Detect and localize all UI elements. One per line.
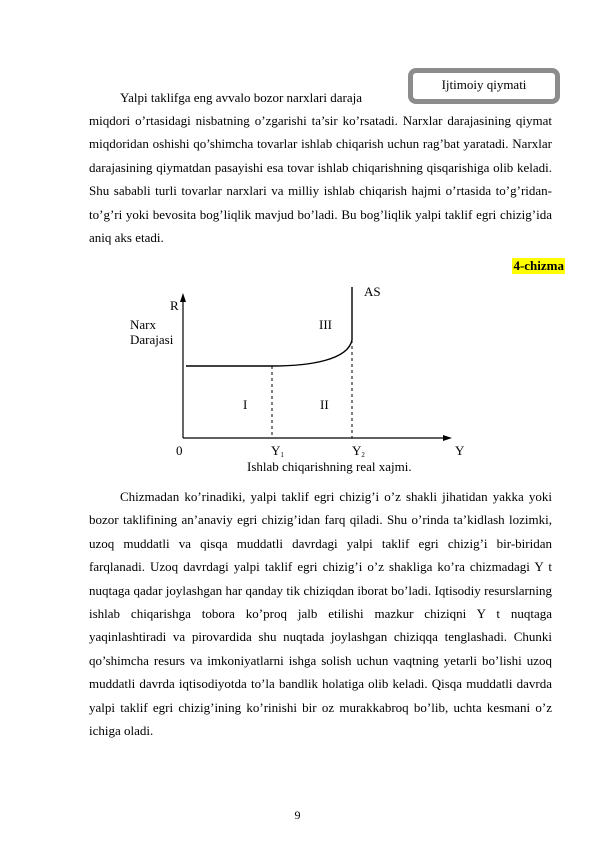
figure-tag: 4-chizma bbox=[513, 258, 564, 273]
x-axis-caption: Ishlab chiqarishning real xajmi. bbox=[247, 459, 412, 474]
x-axis-arrow bbox=[443, 435, 452, 441]
paragraph-2-text: Chizmadan ko’rinadiki, yalpi taklif egri chizig’i o’z shakli jihatidan yakka yoki bozor taklifining an’anaviy egri chizig’idan farq qiladi. Shu o’rinda ta’kidlash lozimki, uzoq muddatli va qisqa muddatli davrdagi yalpi taklif egri chizig’i bir-biridan farqlanadi. Uzoq davrdagi yalpi taklif egri chizig’i o’z shakliga ko’ra chizmadagi Y t nuqtaga qadar joylashgan har qanday tik chiziqdan iborat bo’ladi. Iqtisodiy resurslarning ishlab chiqarishga tobora ko’proq jalb etilishi mazkur chiziqni Y t nuqtaga yaqinlashtiradi va pirovardida shu nuqtada joylashgan chiziqqa tenglashadi. Chunki qo’shimcha resurs va imkoniyatlarni ishga solish uchun vaqtning yetarli bo’lishi uzoq muddatli davrda iqtisodiyotda to’la bandlik holatiga olib keladi. Qisqa muddatli davrda yalpi taklif egri chizig’ining ko’rinishi bir oz murakkabroq bo’lib, uchta kesmani o’z ichiga oladi. bbox=[89, 489, 552, 739]
y1-tick-label: $Y_1$ bbox=[271, 443, 284, 459]
y-axis-letter: R bbox=[170, 298, 179, 313]
paragraph-1-body: miqdori o’rtasidagi nisbatning o’zgarishi ta’sir ko’rsatadi. Narxlar darajasining qiymat miqdoridan oshishi qo’shimcha tovarlar ishlab chiqarish uchun rag’bat yaratadi. Narxlar darajasining qiymatdan pasayishi esa tovar ishlab chiqarishning qisqarishiga olib keladi. Shu sababli turli tovarlar narxlari va milliy ishlab chiqarish hajmi o’rtasida to’g’ridan-to’g’ri yoki bevosita bog’liqlik mavjud bo’ladi. Bu bog’liqlik yalpi taklif egri chizig’ida aniq aks etadi. bbox=[89, 113, 552, 246]
paragraph-2 bbox=[89, 485, 552, 742]
y-axis-label-darajasi: Darajasi bbox=[130, 332, 174, 347]
page-number: 9 bbox=[294, 808, 301, 822]
region-ii-label: II bbox=[320, 397, 329, 412]
x-axis-letter: Y bbox=[455, 443, 465, 458]
y2-tick-label: $Y_2$ bbox=[352, 443, 365, 459]
y-axis-label-narx: Narx bbox=[130, 317, 156, 332]
region-iii-label: III bbox=[319, 317, 332, 332]
region-i-label: I bbox=[243, 397, 248, 412]
y-axis-arrow bbox=[180, 293, 186, 302]
origin-label: 0 bbox=[176, 443, 183, 458]
paragraph-1-line1: Yalpi taklifga eng avvalo bozor narxlari daraja bbox=[120, 90, 362, 105]
as-label: AS bbox=[364, 284, 381, 299]
ijtimoiy-qiymati-text: Ijtimoiy qiymati bbox=[441, 77, 527, 92]
